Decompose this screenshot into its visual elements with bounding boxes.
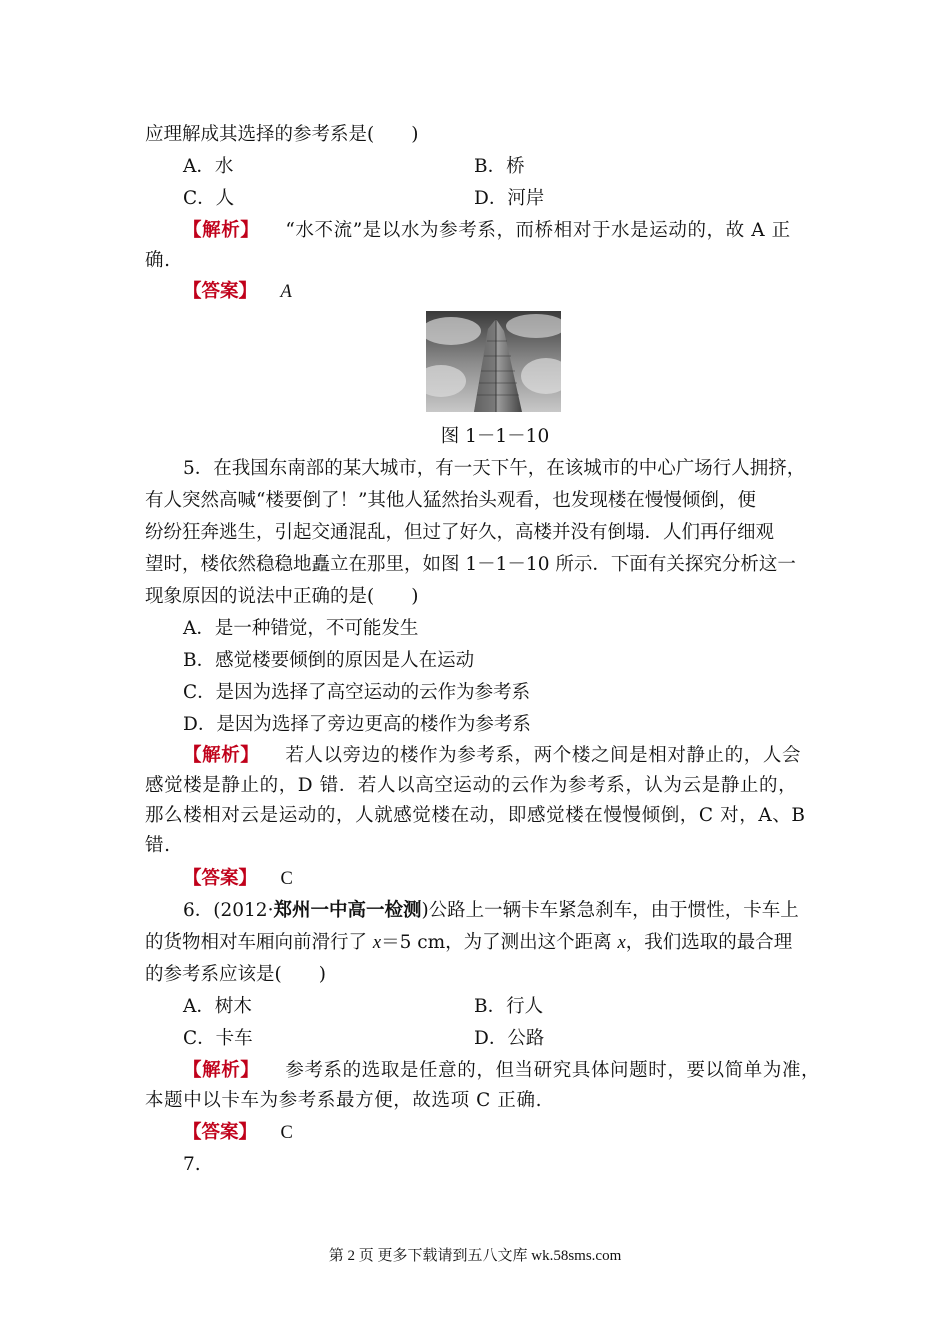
q6-number: 6．(2012· (183, 900, 274, 921)
q5-stem-line4: 望时，楼依然稳稳地矗立在那里，如图 1－1－10 所示．下面有关探究分析这一 (145, 554, 796, 575)
q6-answer (183, 1120, 293, 1146)
analysis-tag: 【解析】 (183, 745, 260, 766)
answer-tag: 【答案】 (183, 868, 258, 889)
q6-stem-part-c: ，我们选取的最合理 (625, 932, 793, 953)
q7-number: 7. (183, 1154, 201, 1175)
q5-answer (183, 866, 293, 892)
skyscraper-photo (426, 311, 561, 412)
q6-stem-line3: 的参考系应该是( ) (145, 964, 326, 985)
q6-stem-line1 (183, 898, 799, 924)
q5-analysis-line4: 错. (145, 835, 171, 856)
q6-stem-rest: )公路上一辆卡车紧急刹车，由于惯性，卡车上 (421, 900, 799, 921)
q6-stem-part-a: 的货物相对车厢向前滑行了 (145, 932, 373, 953)
q5-analysis-line2: 感觉楼是静止的，D 错．若人以高空运动的云作为参考系，认为云是静止的， (145, 775, 798, 796)
q5-option-d: D．是因为选择了旁边更高的楼作为参考系 (183, 714, 531, 735)
q6-stem-part-b: ＝5 cm，为了测出这个距离 (381, 932, 618, 953)
q5-option-c: C．是因为选择了高空运动的云作为参考系 (183, 682, 531, 703)
q5-analysis-text: 若人以旁边的楼作为参考系，两个楼之间是相对静止的，人会 (285, 745, 802, 766)
q4-stem-end: 应理解成其选择的参考系是( ) (145, 124, 419, 145)
q6-option-d: D．公路 (474, 1028, 545, 1049)
analysis-tag: 【解析】 (183, 220, 260, 241)
q5-stem-line1: 5．在我国东南部的某大城市，有一天下午，在该城市的中心广场行人拥挤， (183, 458, 806, 479)
q5-analysis (183, 743, 801, 769)
q6-option-a: A．树木 (183, 996, 252, 1017)
q4-option-d: D．河岸 (474, 188, 545, 209)
q5-stem-line3: 纷纷狂奔逃生，引起交通混乱，但过了好久，高楼并没有倒塌．人们再仔细观 (145, 522, 775, 543)
q5-option-a: A．是一种错觉，不可能发生 (183, 618, 419, 639)
q6-var-x: x (372, 933, 382, 953)
q6-analysis (183, 1058, 820, 1084)
q6-analysis-text: 参考系的选取是任意的，但当研究具体问题时，要以简单为准， (285, 1060, 821, 1081)
q5-option-b: B．感觉楼要倾倒的原因是人在运动 (183, 650, 475, 671)
q4-answer-value: A (280, 282, 292, 302)
q5-stem-line2: 有人突然高喊“楼要倒了！”其他人猛然抬头观看，也发现楼在慢慢倾倒，便 (145, 490, 756, 511)
q4-answer (183, 279, 292, 305)
q4-analysis-line2: 确. (145, 250, 171, 271)
q4-option-c: C．人 (183, 188, 235, 209)
analysis-tag: 【解析】 (183, 1060, 260, 1081)
answer-tag: 【答案】 (183, 1122, 258, 1143)
q5-analysis-line3: 那么楼相对云是运动的，人就感觉楼在动，即感觉楼在慢慢倾倒，C 对，A、B (145, 805, 806, 826)
q6-analysis-line2: 本题中以卡车为参考系最方便，故选项 C 正确. (145, 1090, 543, 1111)
q5-answer-value: C (280, 869, 293, 889)
q6-option-b: B．行人 (474, 996, 544, 1017)
q4-analysis-text: “水不流”是以水为参考系，而桥相对于水是运动的，故 A 正 (285, 220, 791, 241)
q4-option-b: B．桥 (474, 156, 525, 177)
q6-answer-value: C (280, 1123, 293, 1143)
q6-stem-line2 (145, 930, 792, 956)
q6-source: 郑州一中高一检测 (273, 900, 422, 921)
q4-analysis (183, 218, 791, 244)
page-footer: 第 2 页 更多下载请到五八文库 wk.58sms.com (328, 1248, 622, 1264)
q6-option-c: C．卡车 (183, 1028, 253, 1049)
answer-tag: 【答案】 (183, 281, 258, 302)
q6-var-x-2: x (617, 933, 626, 953)
q4-option-a: A．水 (183, 156, 234, 177)
q5-stem-line5: 现象原因的说法中正确的是( ) (145, 586, 419, 607)
figure-caption: 图 1－1－10 (440, 426, 550, 447)
